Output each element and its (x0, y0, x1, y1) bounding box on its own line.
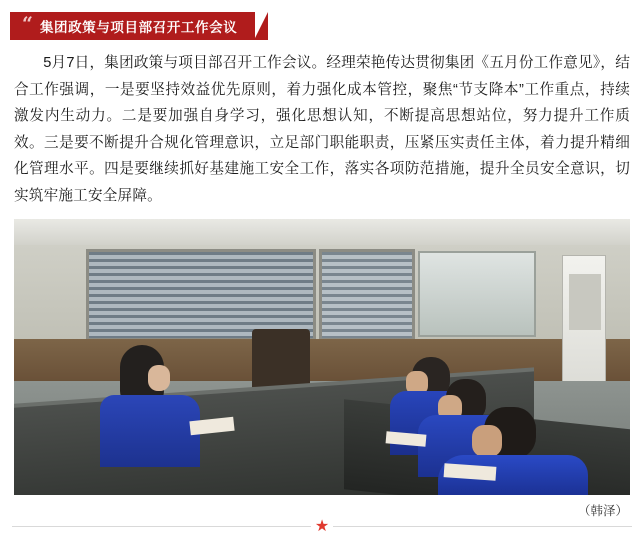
photo-wood-wainscot (14, 339, 630, 381)
meeting-photo (14, 219, 630, 495)
article-body (0, 44, 644, 209)
photo-person-front-face (472, 425, 502, 457)
quote-left-icon: “ (22, 12, 33, 35)
header (0, 0, 644, 44)
star-icon: ★ (311, 516, 333, 538)
article-paragraph: 5月7日，集团政策与项目部召开工作会议。经理荣艳传达贯彻集团《五月份工作意见》，结合工作强调，一是要坚持效益优先原则，着力强化成本管控，聚焦“节支降本”工作重点，持续激发内生动力。二是要加强自身学习，强化思想认知，不断提高思想站位，努力提升工作质效。三是要不断提升合规化管理意识，立足部门职能职责，压紧压实责任主体，着力提升精细化管理水平。四是要继续抓好基建施工安全工作，落实各项防范措施，提升全员安全意识，切实筑牢施工安全屏障。 (14, 55, 630, 204)
photo-ceiling (14, 219, 630, 245)
photo-window-blinds-center (319, 249, 415, 341)
photo-chair (252, 329, 310, 391)
photo-person-left-body (100, 395, 200, 467)
photo-window-right (418, 251, 536, 337)
photo-window-blinds-left (86, 249, 316, 341)
footer (0, 513, 644, 539)
section-title-banner (10, 12, 255, 40)
photo-person-left-face (148, 365, 170, 391)
page-title: 集团政策与项目部召开工作会议 (39, 20, 238, 35)
photo-caption: （韩泽） (577, 504, 628, 519)
photo-container (0, 209, 644, 495)
